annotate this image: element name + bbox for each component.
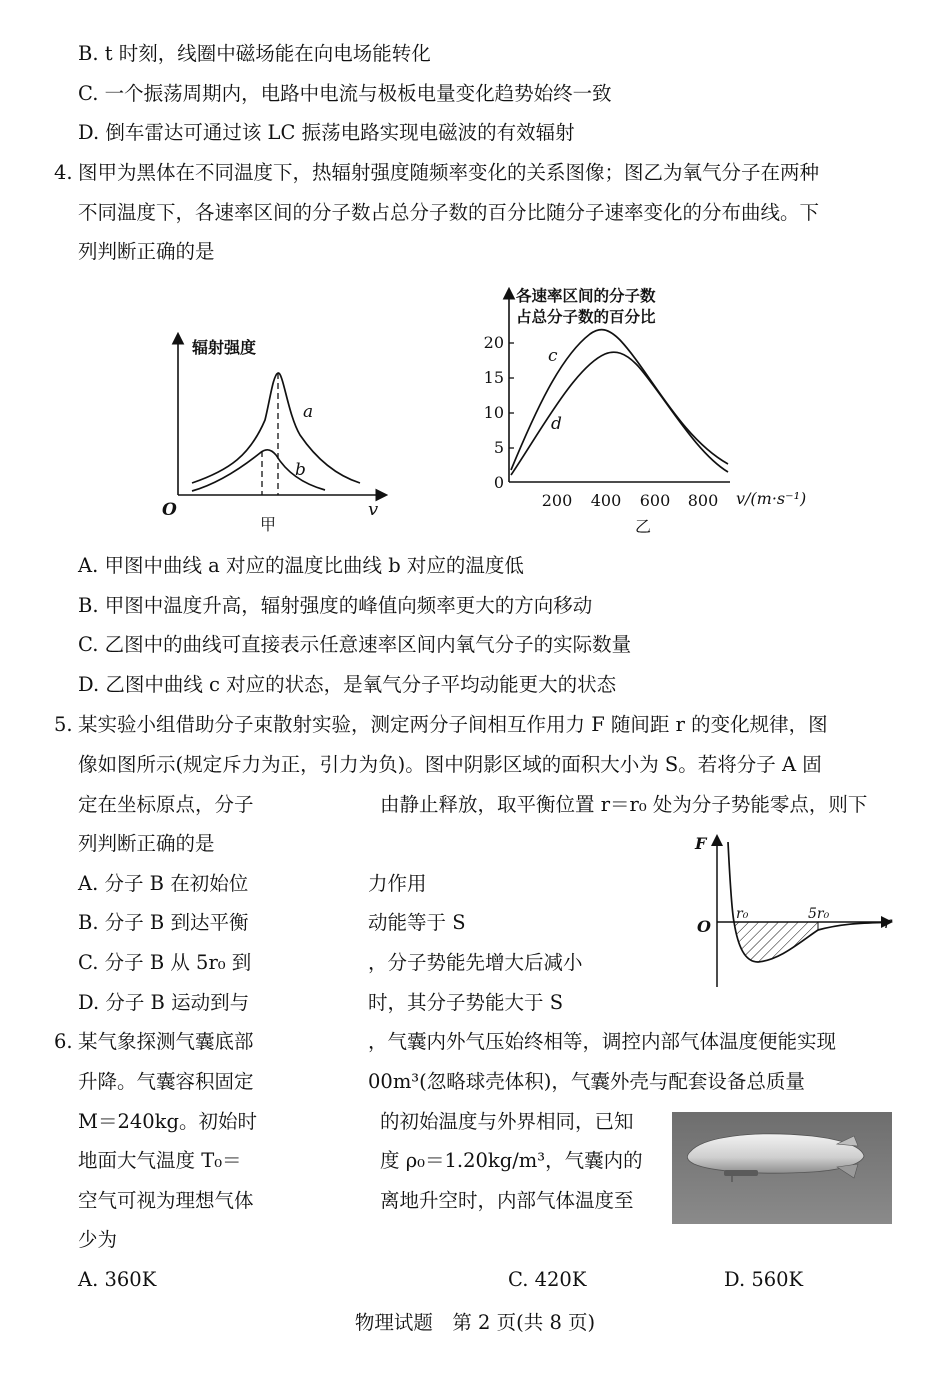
yi-ytick-15: 15 — [483, 368, 504, 387]
yi-ytick-0: 0 — [493, 473, 504, 492]
q6-option-c: C. 420K — [508, 1268, 587, 1291]
q6-option-d: D. 560K — [724, 1268, 804, 1291]
yi-xlabel: v/(m·s⁻¹) — [736, 489, 807, 508]
q5-option-c-right: ，分子势能先增大后减小 — [368, 951, 583, 974]
q5-option-c-left: C. 分子 B 从 5r₀ 到 — [78, 951, 252, 974]
q5-option-b-right: 动能等于 S — [368, 911, 466, 934]
q4-stem-line1: 图甲为黑体在不同温度下，热辐射强度随频率变化的关系图像；图乙为氧气分子在两种 — [78, 161, 820, 184]
q6-left-2: 升降。气囊容积固定 — [78, 1070, 254, 1093]
yi-xtick-600: 600 — [639, 491, 671, 510]
jia-origin: O — [162, 500, 177, 520]
q6-left-6: 少为 — [78, 1228, 118, 1251]
jia-curve-a — [192, 373, 360, 483]
airship-gondola — [724, 1170, 758, 1176]
q4-option-c: C. 乙图中的曲线可直接表示任意速率区间内氧气分子的实际数量 — [78, 633, 632, 656]
yi-label-c: c — [548, 346, 558, 366]
fr-origin: O — [697, 917, 711, 936]
yi-curve-c — [511, 330, 728, 470]
q6-left-5: 空气可视为理想气体 — [78, 1189, 254, 1212]
q5-number: 5. — [54, 713, 73, 736]
q5-option-a-right: 力作用 — [368, 872, 427, 895]
yi-ylabel-1: 各速率区间的分子数 — [516, 286, 656, 305]
q4-stem-line3: 列判断正确的是 — [78, 240, 215, 263]
q6-right-3: 的初始温度与外界相同，已知 — [380, 1110, 634, 1133]
airship-photo — [672, 1112, 892, 1224]
q6-right-1: ，气囊内外气压始终相等，调控内部气体温度便能实现 — [368, 1030, 837, 1053]
q6-left-3: M＝240kg。初始时 — [78, 1110, 257, 1133]
q5-option-b-left: B. 分子 B 到达平衡 — [78, 911, 249, 934]
yi-label-d: d — [551, 414, 562, 434]
yi-caption: 乙 — [635, 517, 652, 536]
jia-label-a: a — [303, 402, 314, 422]
fr-xlabel: r — [884, 913, 892, 932]
jia-ylabel: 辐射强度 — [192, 338, 257, 357]
figure-yi — [480, 282, 820, 540]
jia-label-b: b — [295, 460, 306, 480]
q6-right-2: 00m³(忽略球壳体积)，气囊外壳与配套设备总质量 — [368, 1070, 805, 1093]
yi-xtick-200: 200 — [541, 491, 573, 510]
fr-mark-r0: r₀ — [736, 906, 749, 922]
q4-number: 4. — [54, 161, 73, 184]
q5-option-d-right: 时，其分子势能大于 S — [368, 991, 564, 1014]
yi-xtick-800: 800 — [687, 491, 719, 510]
yi-curve-d — [511, 352, 728, 475]
q5-option-d-left: D. 分子 B 运动到与 — [78, 991, 250, 1014]
page-footer: 物理试题 第 2 页(共 8 页) — [354, 1311, 596, 1334]
q6-right-5: 离地升空时，内部气体温度至 — [380, 1189, 634, 1212]
q6-right-4: 度 ρ₀＝1.20kg/m³，气囊内的 — [380, 1149, 643, 1172]
jia-xlabel: v — [368, 499, 379, 520]
q3-option-d: D. 倒车雷达可通过该 LC 振荡电路实现电磁波的有效辐射 — [78, 121, 575, 144]
figure-f-r — [690, 832, 900, 992]
figure-jia — [160, 325, 400, 540]
q5-stem-line3a: 定在坐标原点，分子 — [78, 793, 254, 816]
q3-option-b: B. t 时刻，线圈中磁场能在向电场能转化 — [78, 42, 431, 65]
fr-mark-5r0: 5r₀ — [808, 906, 830, 922]
q4-option-d: D. 乙图中曲线 c 对应的状态，是氧气分子平均动能更大的状态 — [78, 673, 617, 696]
q4-option-a: A. 甲图中曲线 a 对应的温度比曲线 b 对应的温度低 — [78, 554, 524, 577]
q6-left-1: 某气象探测气囊底部 — [78, 1030, 254, 1053]
yi-xtick-400: 400 — [590, 491, 622, 510]
q5-stem-line3b: 由静止释放，取平衡位置 r＝r₀ 处为分子势能零点，则下 — [380, 793, 868, 816]
jia-caption: 甲 — [260, 515, 277, 534]
yi-ytick-5: 5 — [493, 438, 504, 457]
q4-option-b: B. 甲图中温度升高，辐射强度的峰值向频率更大的方向移动 — [78, 594, 593, 617]
q3-option-c: C. 一个振荡周期内，电路中电流与极板电量变化趋势始终一致 — [78, 82, 612, 105]
yi-ytick-20: 20 — [483, 333, 504, 352]
q6-left-4: 地面大气温度 T₀＝ — [78, 1149, 242, 1172]
q5-option-a-left: A. 分子 B 在初始位 — [78, 872, 249, 895]
q5-stem-line1: 某实验小组借助分子束散射实验，测定两分子间相互作用力 F 随间距 r 的变化规律，图 — [78, 713, 828, 736]
fr-ylabel: F — [695, 834, 707, 853]
q5-stem-line2: 像如图所示(规定斥力为正，引力为负)。图中阴影区域的面积大小为 S。若将分子 A 固 — [78, 753, 822, 776]
q6-number: 6. — [54, 1030, 73, 1053]
yi-ytick-10: 10 — [483, 403, 504, 422]
q5-stem-line4: 列判断正确的是 — [78, 832, 215, 855]
yi-ylabel-2: 占总分子数的百分比 — [516, 307, 656, 326]
q4-stem-line2: 不同温度下，各速率区间的分子数占总分子数的百分比随分子速率变化的分布曲线。下 — [78, 201, 820, 224]
q6-option-a: A. 360K — [78, 1268, 157, 1291]
